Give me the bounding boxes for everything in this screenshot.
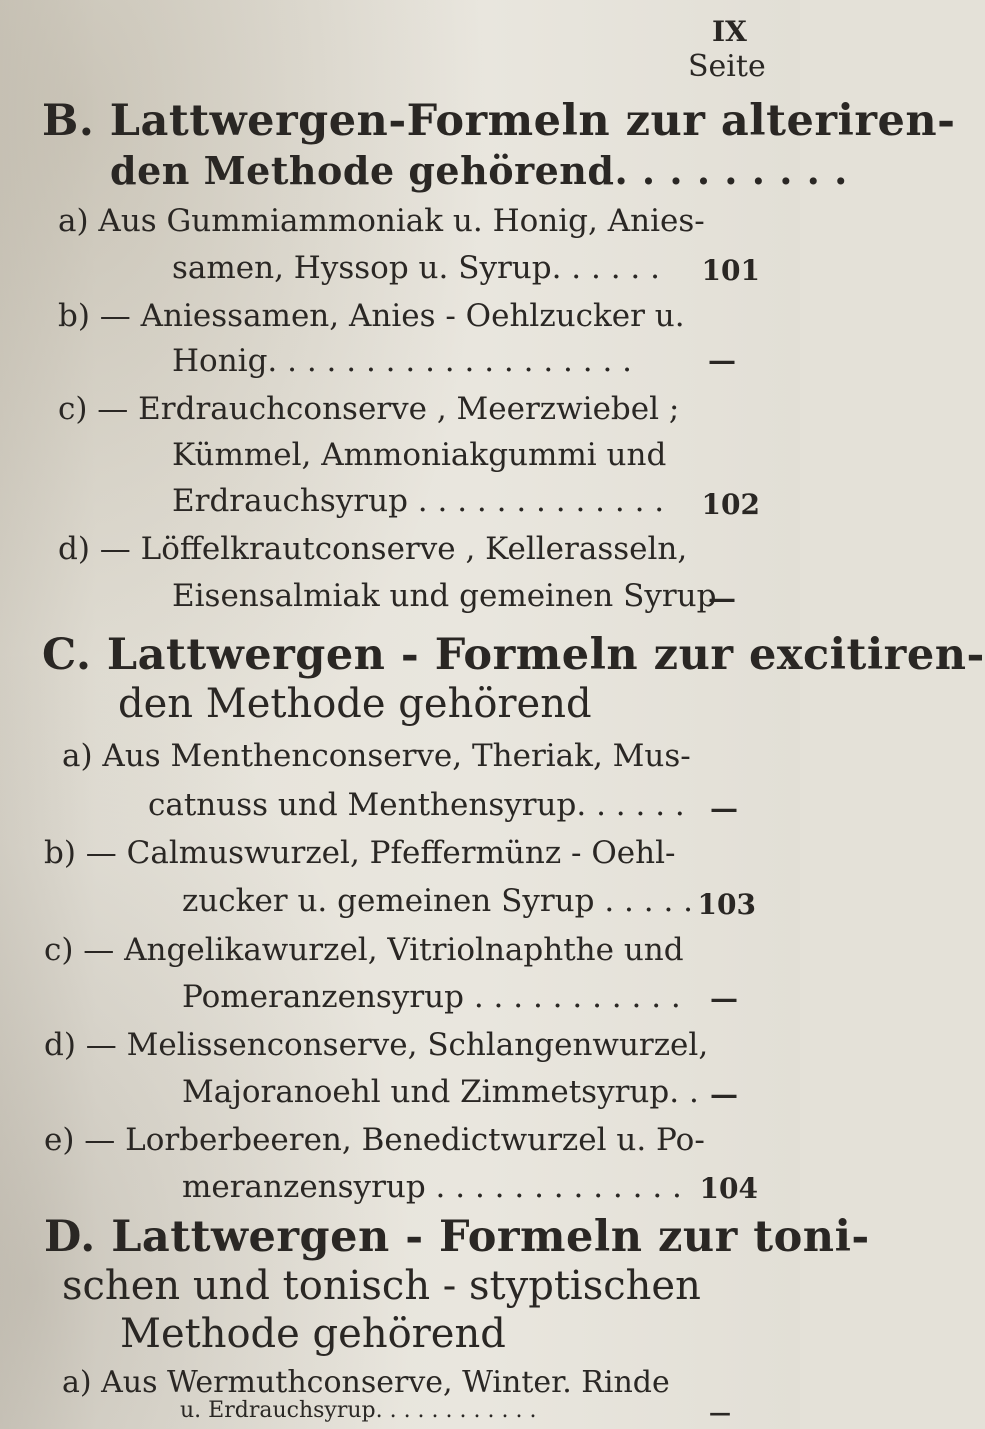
c-item-d-line1: d) — Melissenconserve, Schlangenwurzel, xyxy=(44,1027,709,1063)
c-item-e-line1: e) — Lorberbeeren, Benedictwurzel u. Po- xyxy=(44,1122,705,1158)
b-item-b-page: — xyxy=(708,344,736,377)
c-item-c-line1: c) — Angelikawurzel, Vitriolnaphthe und xyxy=(44,932,684,968)
d-item-a-line2: u. Erdrauchsyrup. . . . . . . . . . . . xyxy=(180,1398,537,1423)
c-item-e-page: 104 xyxy=(699,1172,758,1205)
c-item-b-page: 103 xyxy=(697,888,756,921)
d-item-a-page: — xyxy=(709,1400,731,1426)
section-d-title: D. Lattwergen - Formeln zur toni- xyxy=(44,1212,870,1262)
b-item-a-line2: samen, Hyssop u. Syrup. . . . . . xyxy=(172,250,660,286)
c-item-c-page: — xyxy=(710,982,738,1015)
b-item-b-line1: b) — Aniessamen, Anies - Oehlzucker u. xyxy=(58,298,685,334)
seite-label: Seite xyxy=(688,49,766,84)
c-item-d-line2: Majoranoehl und Zimmetsyrup. . xyxy=(182,1074,699,1110)
b-item-a-page: 101 xyxy=(701,254,760,287)
b-item-b-line2: Honig. . . . . . . . . . . . . . . . . . . xyxy=(172,343,633,379)
c-item-b-line1: b) — Calmuswurzel, Pfeffermünz - Oehl- xyxy=(44,835,676,871)
roman-page-number: IX xyxy=(712,15,747,48)
b-item-c-page: 102 xyxy=(701,488,760,521)
d-item-a-line1: a) Aus Wermuthconserve, Winter. Rinde xyxy=(62,1365,670,1400)
c-item-a-line2: catnuss und Menthensyrup. . . . . . xyxy=(148,787,685,823)
section-c-title-line2: den Methode gehörend xyxy=(118,681,592,727)
c-item-e-line2: meranzensyrup . . . . . . . . . . . . . xyxy=(182,1169,682,1205)
b-item-a-line1: a) Aus Gummiammoniak u. Honig, Anies- xyxy=(58,203,705,239)
section-c-title: C. Lattwergen - Formeln zur excitiren- xyxy=(42,630,985,680)
section-d-title-line3: Methode gehörend xyxy=(120,1311,506,1357)
b-item-d-line1: d) — Löffelkrautconserve , Kellerasseln, xyxy=(58,531,688,567)
section-b-title: B. Lattwergen-Formeln zur alteriren- xyxy=(42,96,956,146)
c-item-a-line1: a) Aus Menthenconserve, Theriak, Mus- xyxy=(62,738,691,774)
b-item-c-line3: Erdrauchsyrup . . . . . . . . . . . . . xyxy=(172,483,665,519)
section-d-title-line2: schen und tonisch - styptischen xyxy=(62,1263,701,1309)
c-item-a-page: — xyxy=(710,792,738,825)
b-item-c-line2: Kümmel, Ammoniakgummi und xyxy=(172,437,667,473)
b-item-c-line1: c) — Erdrauchconserve , Meerzwiebel ; xyxy=(58,391,680,427)
c-item-b-line2: zucker u. gemeinen Syrup . . . . . . xyxy=(182,883,713,919)
b-item-d-line2: Eisensalmiak und gemeinen Syrup xyxy=(172,578,717,614)
c-item-c-line2: Pomeranzensyrup . . . . . . . . . . . xyxy=(182,979,681,1015)
b-item-d-page: — xyxy=(708,582,736,615)
c-item-d-page: — xyxy=(710,1078,738,1111)
section-b-title-line2: den Methode gehörend. . . . . . . . . xyxy=(110,148,848,193)
